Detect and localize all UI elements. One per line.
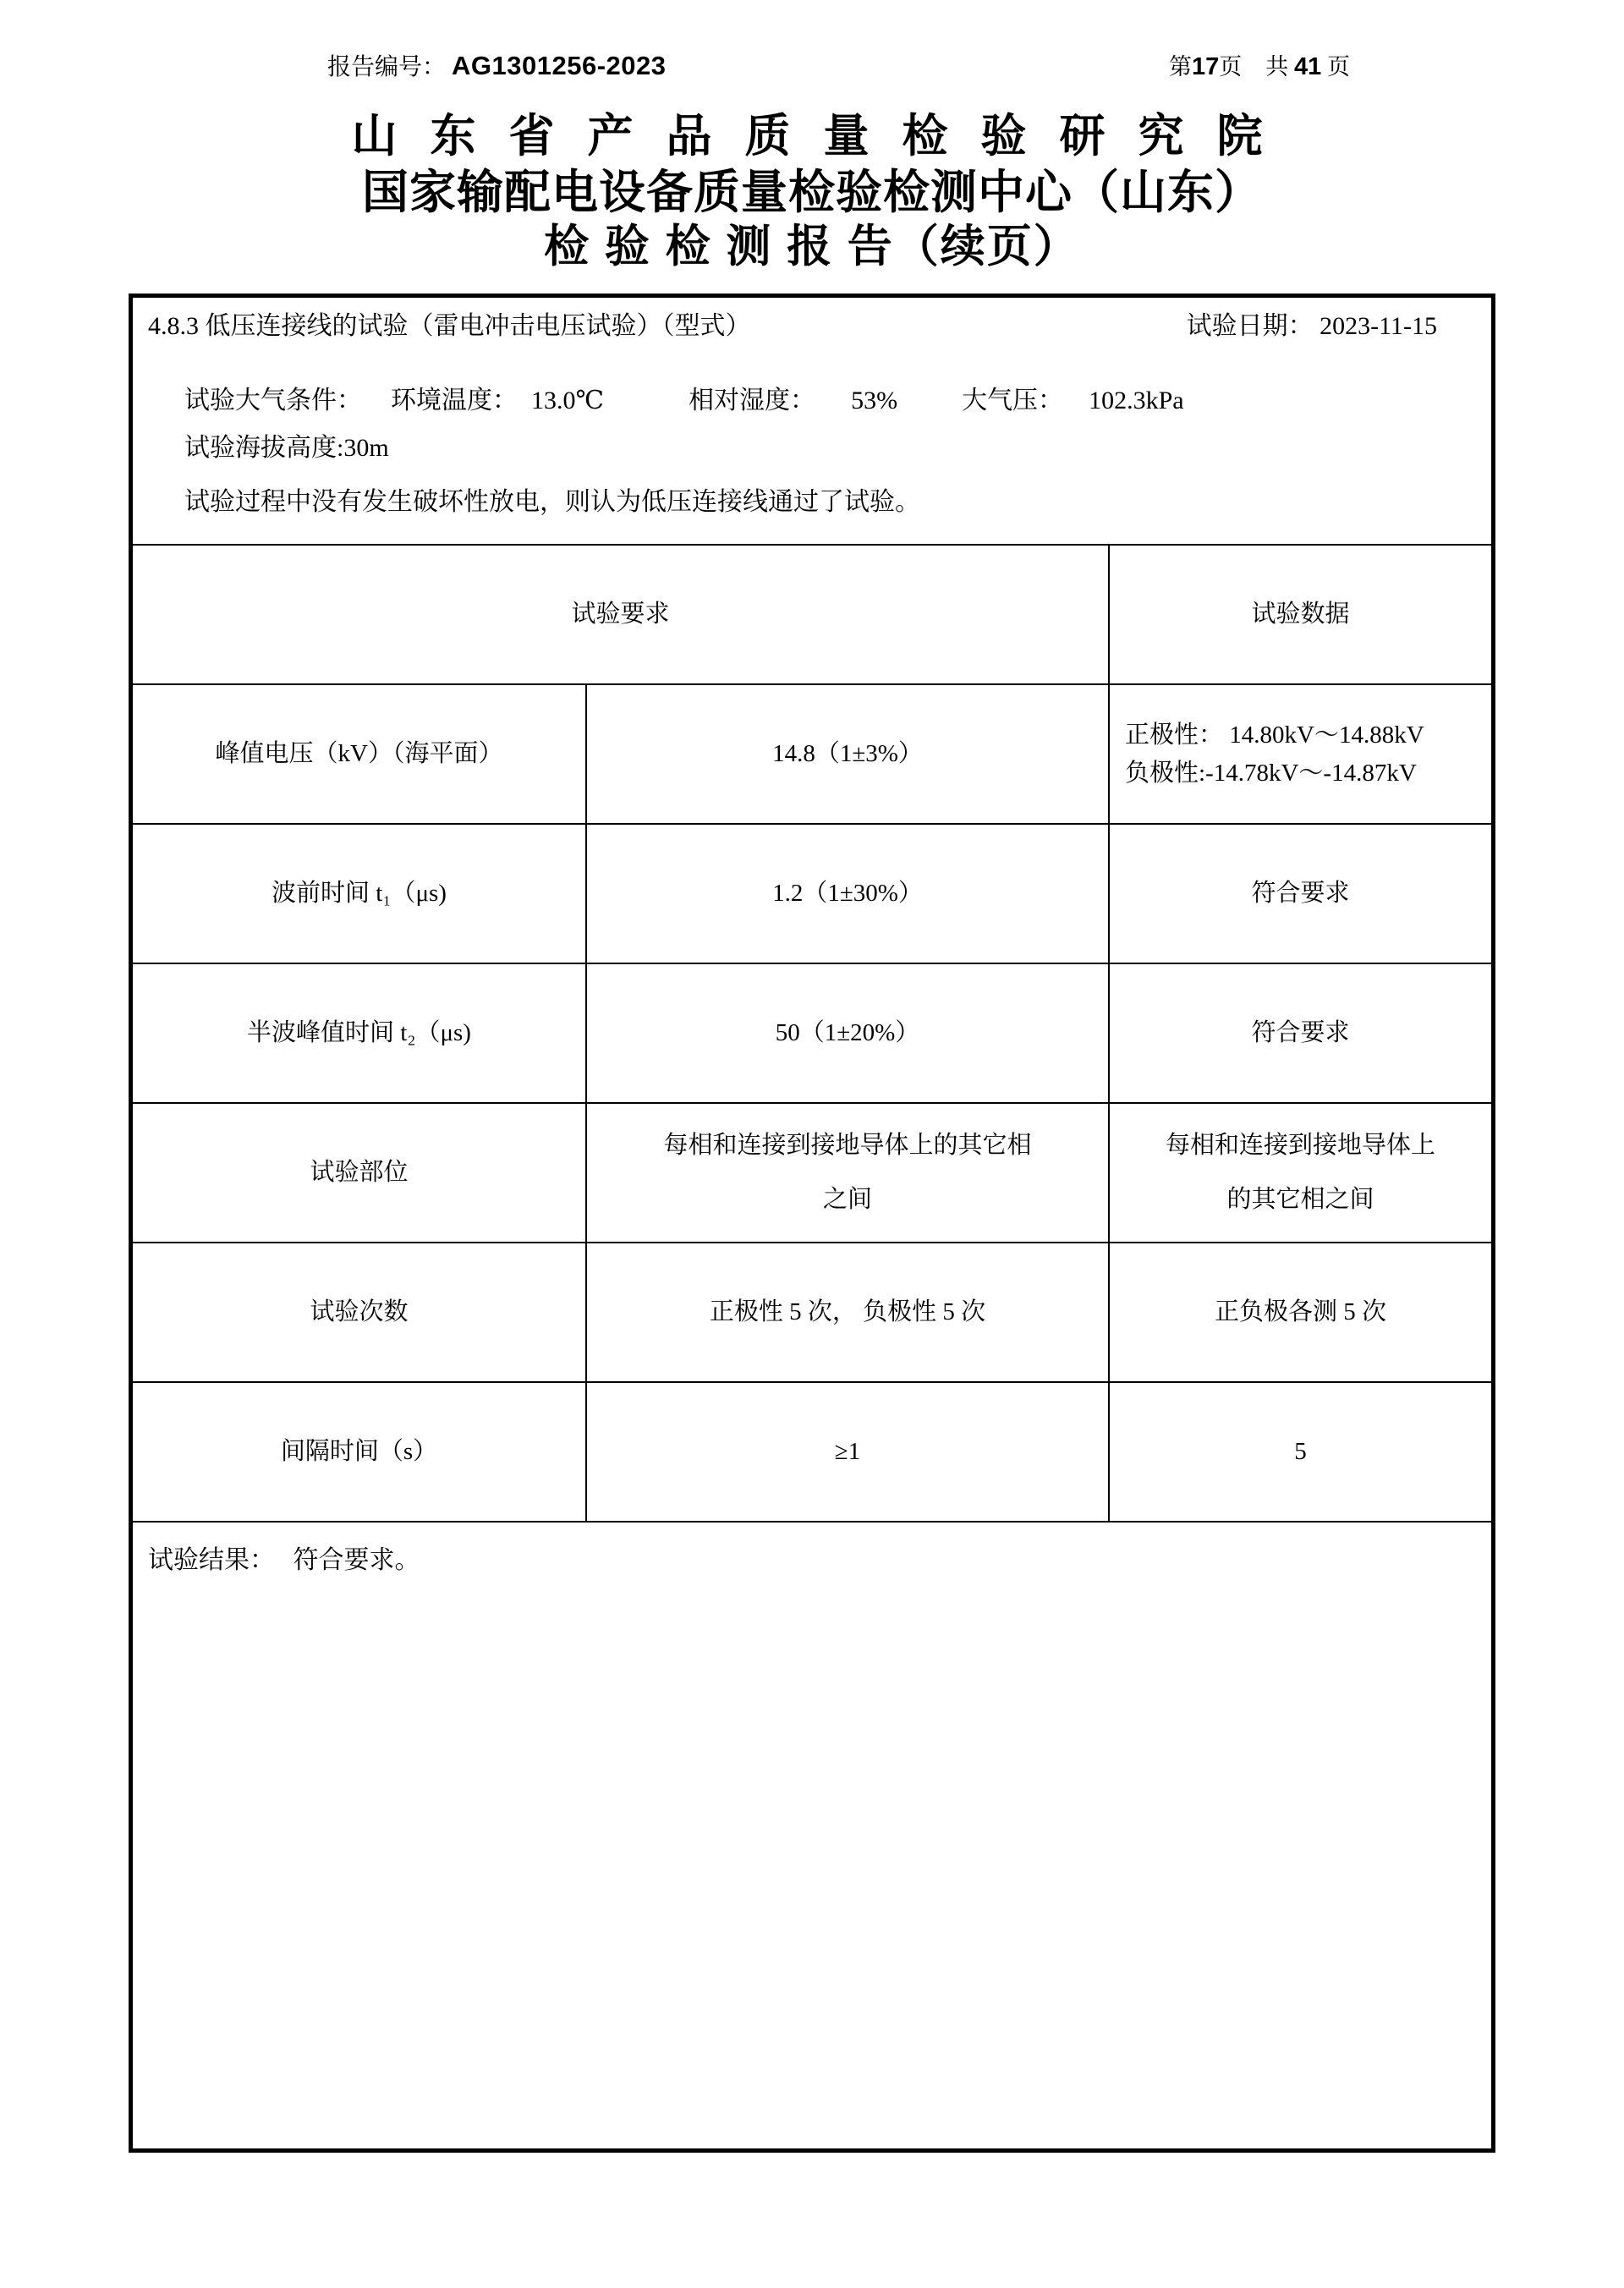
data-line-2: 的其它相之间 (1226, 1185, 1374, 1213)
test-results-table (133, 544, 1491, 1523)
row-item-cell: 半波峰值时间 t₂（μs) (133, 963, 586, 1103)
row-requirement-cell: ≥1 (586, 1382, 1109, 1522)
report-number-value: AG1301256-2023 (452, 51, 667, 80)
row-data-cell (1109, 1103, 1491, 1243)
table-row-front-time (133, 824, 1491, 963)
humidity-value: 53% (851, 387, 898, 414)
page-total: 41 (1294, 53, 1322, 80)
header-requirement-cell: 试验要求 (133, 545, 1109, 684)
test-date (1187, 310, 1437, 343)
report-number-label: 报告编号： (327, 54, 447, 80)
row-item-cell: 试验部位 (133, 1103, 586, 1243)
table-row-interval-time (133, 1382, 1491, 1522)
table-row-test-count (133, 1243, 1491, 1382)
center-title: 国家输配电设备质量检验检测中心（山东） (361, 166, 1262, 218)
report-title: 检 验 检 测 报 告（续页） (544, 222, 1080, 272)
row-requirement-cell: 50（1±20%） (586, 963, 1109, 1103)
row-requirement-cell: 1.2（1±30%） (586, 824, 1109, 963)
row-item-cell: 间隔时间（s） (133, 1382, 586, 1522)
row-data-cell (1109, 684, 1491, 824)
requirement-line-1: 每相和连接到接地导体上的其它相 (663, 1131, 1032, 1159)
report-number (327, 49, 667, 85)
content-box (129, 294, 1495, 2153)
result-label: 试验结果： (148, 1546, 275, 1574)
org-title: 山 东 省 产 品 质 量 检 验 研 究 院 (351, 111, 1273, 162)
title-block (0, 108, 1624, 274)
atmospheric-conditions-line (184, 386, 1491, 416)
page-indicator (1169, 51, 1350, 83)
data-line-1: 每相和连接到接地导体上 (1166, 1131, 1436, 1159)
row-data-cell: 正负极各测 5 次 (1109, 1243, 1491, 1382)
table-row-peak-voltage (133, 684, 1491, 824)
requirement-line-2: 之间 (823, 1185, 873, 1213)
page-word-ye: 页 (1219, 54, 1243, 80)
table-header-row (133, 545, 1491, 684)
atmo-label: 试验大气条件： (184, 387, 362, 414)
row-item-cell: 试验次数 (133, 1243, 586, 1382)
test-date-label: 试验日期： (1186, 312, 1314, 340)
pressure-value: 102.3kPa (1089, 387, 1184, 414)
temp-label: 环境温度： (391, 387, 518, 414)
data-line-negative: 负极性:-14.78kV～-14.87kV (1125, 759, 1417, 787)
row-requirement-cell: 正极性 5 次， 负极性 5 次 (586, 1243, 1109, 1382)
data-line-positive: 正极性： 14.80kV～14.88kV (1125, 721, 1424, 749)
row-data-cell: 5 (1109, 1382, 1491, 1522)
altitude-line: 试验海拔高度:30m (184, 434, 389, 462)
row-data-cell: 符合要求 (1109, 963, 1491, 1103)
row-item-cell: 峰值电压（kV）（海平面） (133, 684, 586, 824)
pass-criterion-note: 试验过程中没有发生破坏性放电，则认为低压连接线通过了试验。 (184, 488, 920, 516)
test-date-value: 2023-11-15 (1320, 312, 1437, 340)
table-row-test-location (133, 1103, 1491, 1243)
section-heading: 4.8.3 低压连接线的试验（雷电冲击电压试验）（型式） (148, 312, 751, 340)
result-value: 符合要求。 (293, 1546, 420, 1574)
temp-value: 13.0℃ (531, 387, 605, 414)
row-requirement-cell (586, 1103, 1109, 1243)
row-data-cell: 符合要求 (1109, 824, 1491, 963)
row-requirement-cell: 14.8（1±3%） (586, 684, 1109, 824)
page-word-ye2: 页 (1327, 54, 1351, 80)
header-data-cell: 试验数据 (1109, 545, 1491, 684)
row-item-cell: 波前时间 t₁（μs) (133, 824, 586, 963)
table-row-half-peak-time (133, 963, 1491, 1103)
section-header-row (148, 310, 1437, 343)
pressure-label: 大气压： (962, 387, 1064, 414)
humidity-label: 相对湿度： (689, 387, 816, 414)
page-word-di: 第 (1169, 54, 1192, 80)
test-result-line (148, 1545, 1491, 1576)
page-current: 17 (1192, 53, 1220, 80)
page-word-gong: 共 (1265, 54, 1289, 80)
